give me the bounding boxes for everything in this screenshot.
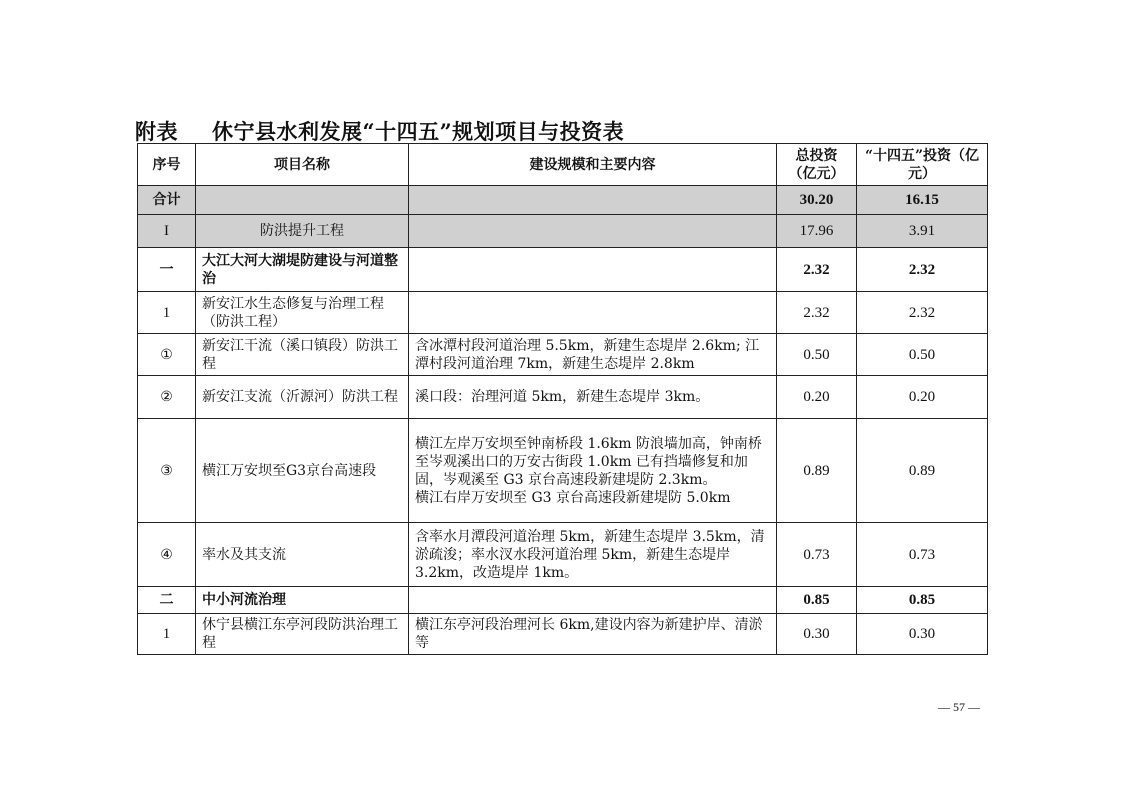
table-row [138, 334, 988, 376]
page-title [135, 116, 624, 146]
row-content: 含率水月潭段河道治理 5km，新建生态堤岸 3.5km，清淤疏浚；率水汊水段河道治理 5km，新建生态堤岸 3.2km，改造堤岸 1km。 [409, 523, 777, 587]
page-number: — 57 — [938, 700, 980, 714]
row-name: 新安江支流（沂源河）防洪工程 [196, 376, 409, 419]
header-total: 总投资（亿元） [777, 144, 857, 186]
row-total: 0.20 [777, 376, 857, 419]
row-seq: 1 [138, 614, 196, 655]
table-row [138, 215, 988, 248]
row-total: 0.50 [777, 334, 857, 376]
row-seq: ③ [138, 419, 196, 523]
row-plan: 0.30 [857, 614, 988, 655]
row-seq: ④ [138, 523, 196, 587]
row-plan: 2.32 [857, 248, 988, 292]
row-total: 0.85 [777, 587, 857, 614]
row-plan: 0.20 [857, 376, 988, 419]
row-content [409, 419, 777, 523]
row-content [409, 186, 777, 215]
table-row [138, 248, 988, 292]
row-name: 新安江水生态修复与治理工程（防洪工程） [196, 292, 409, 334]
header-seq: 序号 [138, 144, 196, 186]
row-name: 防洪提升工程 [196, 215, 409, 248]
row-plan: 0.89 [857, 419, 988, 523]
table-row [138, 419, 988, 523]
row-name: 新安江干流（溪口镇段）防洪工程 [196, 334, 409, 376]
row-seq: I [138, 215, 196, 248]
row-name [196, 186, 409, 215]
header-plan: “十四五”投资（亿元） [857, 144, 988, 186]
row-name: 中小河流治理 [196, 587, 409, 614]
row-plan: 0.50 [857, 334, 988, 376]
row-total: 2.32 [777, 248, 857, 292]
row-plan: 2.32 [857, 292, 988, 334]
row-name: 大江大河大湖堤防建设与河道整治 [196, 248, 409, 292]
row-content: 含冰潭村段河道治理 5.5km，新建生态堤岸 2.6km; 江潭村段河道治理 7km，新建生态堤岸 2.8km [409, 334, 777, 376]
row-content [409, 292, 777, 334]
row-seq: 1 [138, 292, 196, 334]
row-seq: ② [138, 376, 196, 419]
row-content [409, 215, 777, 248]
row-plan: 16.15 [857, 186, 988, 215]
row-name: 横江万安坝至G3京台高速段 [196, 419, 409, 523]
row-name: 率水及其支流 [196, 523, 409, 587]
title-label: 附表 [135, 119, 178, 144]
row-total: 0.30 [777, 614, 857, 655]
row-name: 休宁县横江东亭河段防洪治理工程 [196, 614, 409, 655]
row-plan: 0.73 [857, 523, 988, 587]
table-row [138, 614, 988, 655]
row-content: 溪口段：治理河道 5km，新建生态堤岸 3km。 [409, 376, 777, 419]
row-seq: ① [138, 334, 196, 376]
investment-table [137, 143, 988, 655]
table-row [138, 376, 988, 419]
table-row [138, 292, 988, 334]
table-row [138, 587, 988, 614]
header-content: 建设规模和主要内容 [409, 144, 777, 186]
table-row [138, 186, 988, 215]
row-plan: 3.91 [857, 215, 988, 248]
row-seq: 一 [138, 248, 196, 292]
row-content: 横江东亭河段治理河长 6km,建设内容为新建护岸、清淤等 [409, 614, 777, 655]
row-total: 0.89 [777, 419, 857, 523]
table-row [138, 523, 988, 587]
row-total: 0.73 [777, 523, 857, 587]
row-content-line: 横江左岸万安坝至钟南桥段 1.6km 防浪墙加高，钟南桥至岑观溪出口的万安古街段 1.0km 已有挡墙修复和加固，岑观溪至 G3 京台高速段新建堤防 2.3km。 [415, 435, 762, 488]
header-name: 项目名称 [196, 144, 409, 186]
row-content [409, 248, 777, 292]
row-total: 30.20 [777, 186, 857, 215]
row-total: 17.96 [777, 215, 857, 248]
row-total: 2.32 [777, 292, 857, 334]
row-content [409, 587, 777, 614]
header-row [138, 144, 988, 186]
row-seq: 合计 [138, 186, 196, 215]
row-content-line: 横江右岸万安坝至 G3 京台高速段新建堤防 5.0km [415, 489, 731, 506]
row-seq: 二 [138, 587, 196, 614]
row-plan: 0.85 [857, 587, 988, 614]
title-text: 休宁县水利发展“十四五”规划项目与投资表 [212, 119, 625, 144]
